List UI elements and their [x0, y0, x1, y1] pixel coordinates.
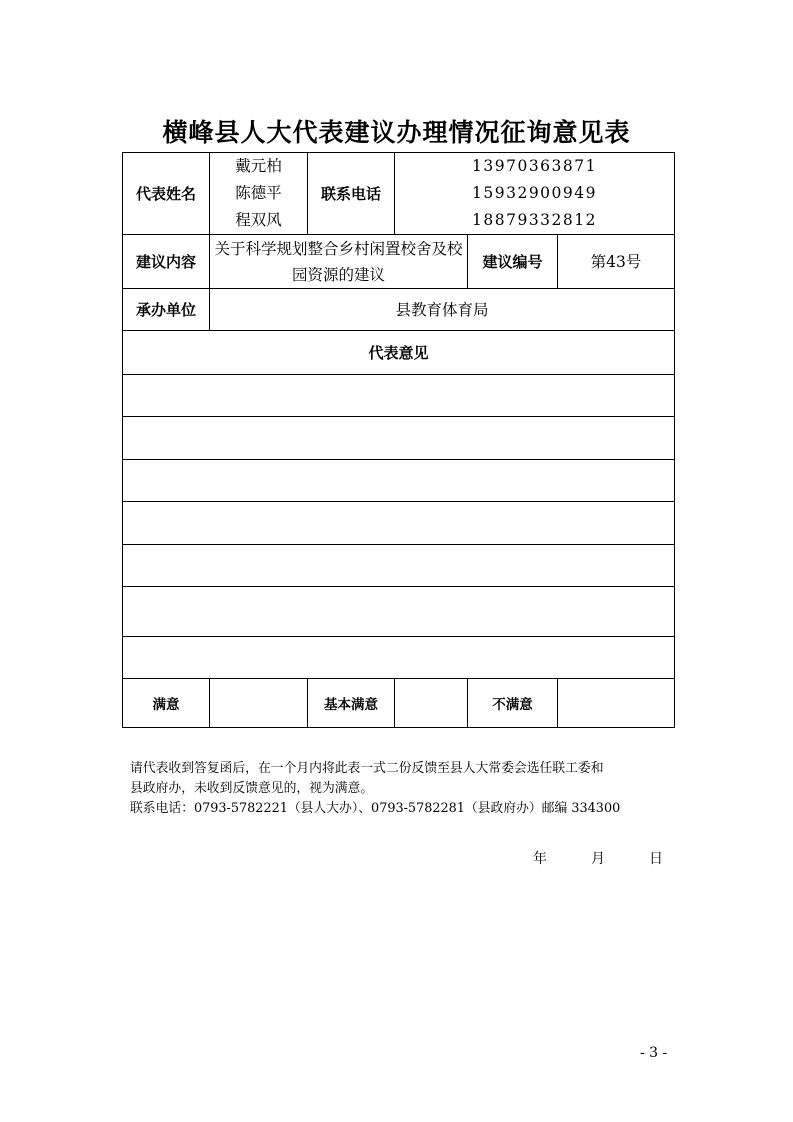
unsatisfied-checkbox-cell[interactable] — [558, 679, 675, 728]
handler-row — [123, 289, 675, 331]
rep-name-label: 代表姓名 — [123, 153, 210, 235]
suggestion-number-label: 建议编号 — [468, 235, 558, 289]
basic-satisfied-checkbox-cell[interactable] — [395, 679, 468, 728]
suggestion-row — [123, 235, 675, 289]
opinion-blank-row — [123, 637, 675, 679]
opinion-blank-row — [123, 375, 675, 417]
opinion-blank-cell[interactable] — [123, 375, 675, 417]
opinion-blank-cell[interactable] — [123, 460, 675, 502]
satisfaction-row — [123, 679, 675, 728]
opinion-blank-row — [123, 587, 675, 637]
rep-name: 戴元柏 — [235, 157, 282, 175]
opinion-blank-cell[interactable] — [123, 587, 675, 637]
notes-line: 县政府办，未收到反馈意见的，视为满意。 — [130, 781, 374, 796]
satisfied-label: 满意 — [123, 679, 210, 728]
rep-names-cell — [210, 153, 308, 235]
opinion-blank-row — [123, 502, 675, 545]
basic-satisfied-label: 基本满意 — [308, 679, 395, 728]
satisfied-checkbox-cell[interactable] — [210, 679, 308, 728]
opinion-blank-row — [123, 545, 675, 587]
rep-name: 程双风 — [235, 211, 282, 229]
opinion-form-table — [122, 152, 675, 728]
opinion-blank-row — [123, 417, 675, 460]
opinion-blank-row — [123, 460, 675, 502]
phones-cell — [395, 153, 675, 235]
phone-label: 联系电话 — [308, 153, 395, 235]
suggestion-label: 建议内容 — [123, 235, 210, 289]
date-day: 日 — [649, 851, 663, 867]
opinion-header-row — [123, 331, 675, 375]
notes-line: 请代表收到答复函后，在一个月内将此表一式二份反馈至县人大常委会选任联工委和 — [130, 761, 604, 776]
instructions-notes — [130, 759, 680, 819]
date-month: 月 — [591, 851, 605, 867]
phone-number: 18879332812 — [472, 211, 597, 229]
rep-name: 陈德平 — [235, 184, 282, 202]
notes-line: 联系电话：0793-5782221（县人大办）、0793-5782281（县政府办）邮编 334300 — [130, 801, 621, 816]
opinion-blank-cell[interactable] — [123, 502, 675, 545]
suggestion-number-value: 第43号 — [558, 235, 675, 289]
opinion-blank-cell[interactable] — [123, 545, 675, 587]
handler-label: 承办单位 — [123, 289, 210, 331]
representative-row — [123, 153, 675, 235]
opinion-header: 代表意见 — [123, 331, 675, 375]
handler-value: 县教育体育局 — [210, 289, 675, 331]
opinion-blank-cell[interactable] — [123, 637, 675, 679]
suggestion-content: 关于科学规划整合乡村闲置校舍及校园资源的建议 — [210, 235, 468, 289]
phone-number: 15932900949 — [472, 184, 597, 202]
form-title: 横峰县人大代表建议办理情况征询意见表 — [162, 118, 631, 147]
date-year: 年 — [533, 851, 547, 867]
unsatisfied-label: 不满意 — [468, 679, 558, 728]
opinion-blank-cell[interactable] — [123, 417, 675, 460]
phone-number: 13970363871 — [472, 157, 597, 175]
page-number: - 3 - — [640, 1045, 668, 1061]
